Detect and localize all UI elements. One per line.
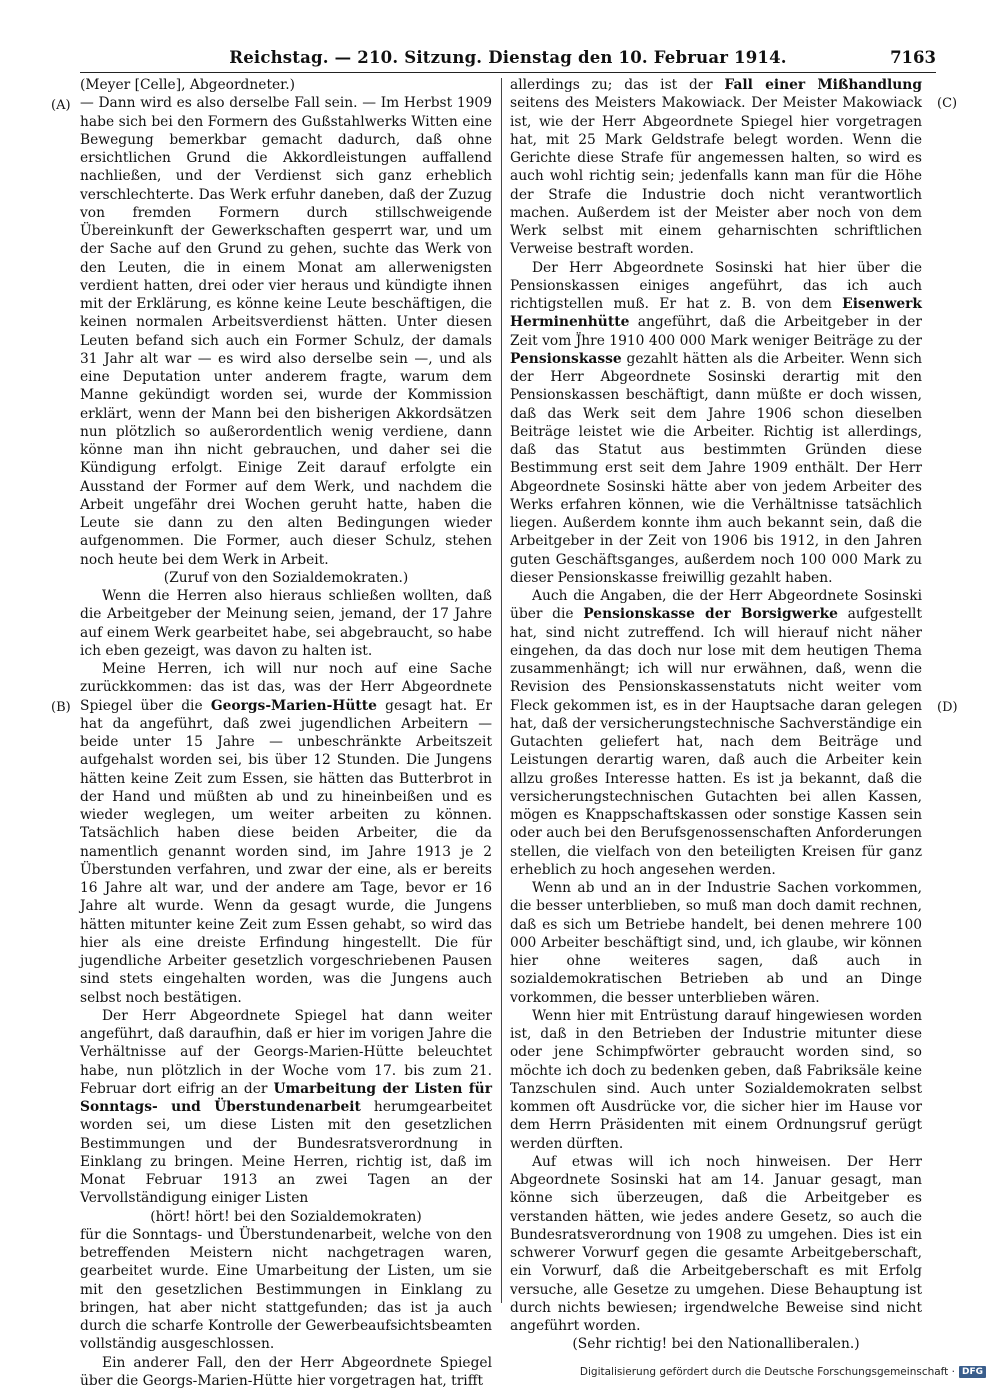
paragraph: Wenn die Herren also hieraus schließen wollten, daß die Arbeitgeber der Meinung seien, jemand, der 17 Jahre auf einem Werk gearbeitet habe, sei abgebraucht, so habe ich eben gezeigt, was davon zu halten ist. [80,587,492,660]
paragraph [510,259,922,588]
footer-credit [580,1364,986,1380]
paragraph [510,76,922,259]
text-run: seitens des Meisters Makowiack. Der Meister Makowiack ist, wie der Herr Abgeordnete Spiegel hier vorgetragen hat, mit 25 Mark Geldstrafe belegt worden. Wenn die Gerichte diese Strafe für angemessen halten, so wird es auch wohl richtig sein; jedenfalls kann man für die Höhe der Strafe die Industrie doch nicht verantwortlich machen. Außerdem ist der Meister aber noch von dem Werk selbst mit einem geharnischten schriftlichen Verweise bestraft worden. [510,95,922,257]
margin-marker-a: (A) [51,98,71,113]
paragraph: für die Sonntags- und Überstundenarbeit, welche von den betreffenden Meistern nicht nachgetragen waren, gearbeitet wurde. Eine Umarbeitung der Listen, um sie mit den gesetzlichen Bestimmungen in Einklang zu bringen, hat aber nicht stattgefunden; das ist ja auch durch die scharfe Kontrolle der Gewerbeaufsichtsbeamten vollständig ausgeschlossen. [80,1226,492,1354]
paragraph: Wenn ab und an in der Industrie Sachen vorkommen, die besser unterblieben, so muß man doch damit rechnen, daß es sich um Betriebe handelt, bei denen mehrere 100 000 Arbeiter beschäftigt sind, und, ich glaube, wir können hier ohne weiteres sagen, daß auch in sozialdemokratischen Betrieben ab und an Dinge vorkommen, die besser unterblieben wären. [510,879,922,1007]
left-column [80,76,492,1390]
paragraph: — Dann wird es also derselbe Fall sein. — Im Herbst 1909 habe sich bei den Formern des Gußstahlwerks Witten eine Bewegung bemerkbar gemacht dadurch, daß ohne ersichtlichen Grund die Akkordleistungen auffallend nachließen, und der Verdienst sich ganz erheblich verschlechterte. Das Werk erfuhr daneben, daß der Zuzug von fremden Formern durch stillschweigende Übereinkunft der Gewerkschaften gesperrt war, und um der Sache auf den Grund zu gehen, suchte das Werk von den Leuten, die in einem Monat am allerwenigsten verdient hatten, drei oder vier heraus und kündigte ihnen mit der Erklärung, es könne keine Leute beschäftigen, die keinen normalen Arbeitsverdienst hätten. Unter diesen Leuten befand sich auch ein Former Schulz, der damals 31 Jahr alt war — es wird also derselbe sein —, und als eine Deputation unter anderem fragte, warum dem Manne gekündigt worden sei, wurde der Kommission erklärt, wenn der Mann bei den bisherigen Akkordsätzen nun plötzlich so außerordentlich wenig verdiene, dann könne man ihn nicht gebrauchen, und daher sei die Kündigung erfolgt. Einige Zeit darauf erfolgte ein Ausstand der Former auf dem Werk, und nachdem die Arbeit ungefähr drei Wochen geruht hatte, haben die Leute sie dann zu den alten Bedingungen wieder aufgenommen. Die Former, auch dieser Schulz, stehen noch heute bei dem Werk in Arbeit. [80,94,492,569]
dfg-logo: DFG [959,1366,986,1378]
text-run: Meine Herren, ich will nur noch auf eine Sache zurückkommen: das ist das, was der Herr Abgeordnete Spiegel über die [80,661,492,714]
text-run: gezahlt hätten als die Arbeiter. Wenn sich der Herr Abgeordnete Sosinski derartig mit den Pensionskassen beschäftigt, dann müßte er doch wissen, daß das Werk seit dem Jahre 1906 schon dieselben Beiträge leistet wie die Arbeiter. Richtig ist allerdings, daß das Statut aus bestimmten Gründen diese Bestimmung erst seit dem Jahre 1909 enthält. Der Herr Abgeordnete Sosinski hätte aber von jedem Arbeiter des Werks erfahren können, wie die Verhältnisse tatsächlich liegen. Außerdem konnte ihm auch bekannt sein, daß die Arbeitgeber in der Zeit von 1906 bis 1912, in den Jahren guten Geschäftsganges, außerdem noch 100 000 Mark zu dieser Pensionskasse freiwillig gezahlt haben. [510,351,922,586]
text-run: Der Herr Abgeordnete Spiegel hat dann weiter angeführt, daß daraufhin, daß er hier im vorigen Jahre die Verhältnisse auf der Georgs-Marien-Hütte beleuchtet habe, nun plötzlich in der Woche vom 17. bis zum 21. Februar dort eifrig an der [80,1008,492,1097]
text-run: angeführt, daß die Arbeitgeber in der Zeit vom J̈hre 1910 400 000 Mark weniger Beiträge zu der [510,314,922,348]
right-column [510,76,922,1354]
paragraph: Wenn hier mit Entrüstung darauf hingewiesen worden ist, daß in den Betrieben der Industrie mitunter diese oder jene Schimpfwörter gebraucht worden sind, so möchte ich doch zu bedenken geben, daß Fabriksäle keine Tanzschulen sind. Auch unter Sozialdemokraten selbst kommen oft Ausdrücke vor, die sicher hier im Hause vor dem Herrn Präsidenten mit einem Ordnungsruf gerügt werden dürften. [510,1007,922,1153]
text-run: Der Herr Abgeordnete Sosinski hat hier über die Pensionskassen einiges angeführt, das ich auch richtigstellen muß. Er hat z. B. von dem [510,260,922,313]
paragraph: Ein anderer Fall, den der Herr Abgeordnete Spiegel über die Georgs-Marien-Hütte hier vorgetragen hat, trifft [80,1354,492,1390]
text-run: herumgearbeitet worden sei, um diese Listen mit den gesetzlichen Bestimmungen und der Bundesratsverordnung in Einklang zu bringen. Meine Herren, richtig ist, daß im Monat Februar 1913 an zwei Tagen an der Vervollständigung einiger Listen [80,1099,492,1206]
paragraph: Auf etwas will ich noch hinweisen. Der Herr Abgeordnete Sosinski hat am 14. Januar gesagt, man könne sich überzeugen, daß die Arbeitgeber es verstanden hätten, wie jedes andere Gesetz, so auch die Bundesratsverordnung von 1908 zu umgehen. Dies ist ein schwerer Vorwurf gegen die gesamte Arbeitgeberschaft, ein Vorwurf, daß die Arbeitgeberschaft es mit Erfolg versuche, alle Gesetze zu umgehen. Diese Behauptung ist durch nichts bewiesen; irgendwelche Beweise sind nicht angeführt worden. [510,1153,922,1336]
text-run: aufgestellt hat, sind nicht zutreffend. Ich will hierauf nicht näher eingehen, da das doch nur lose mit dem heutigen Thema zusammenhängt; ich will nur erwähnen, daß, wenn die Revision des Pensionskassenstatuts nicht weiter vom Fleck gekommen ist, es in der Hauptsache daran gelegen hat, daß der versicherungstechnische Sachverständige ein Gutachten geliefert hat, nach dem Beiträge und Leistungen derartig waren, daß auch die Arbeiter kein allzu großes Interesse hatten. Es ist ja bekannt, daß die versicherungstechnischen Gutachten bei allen Kassen, mögen es Knappschaftskassen oder sonstige Kassen sein oder auch bei den Berufsgenossenschaften Anforderungen stellen, die vielfach von den beteiligten Kreisen für ganz erheblich zu hoch angesehen werden. [510,606,922,878]
footer-text: Digitalisierung gefördert durch die Deutsche Forschungsgemeinschaft · [580,1366,955,1378]
emphasis-term: Eisenwerk Herminenhütte [510,296,922,330]
paragraph [510,587,922,879]
emphasis-term: Pensionskasse der Borsigwerke [583,606,838,622]
text-run: allerdings zu; das ist der [510,77,724,93]
page-number: 7163 [890,48,936,67]
margin-marker-c: (C) [937,96,957,111]
column-divider [501,78,502,1303]
interjection: (hört! hört! bei den Sozialdemokraten) [80,1208,492,1226]
text-run: Auch die Angaben, die der Herr Abgeordnete Sosinski über die [510,588,922,622]
header-title: Reichstag. — 210. Sitzung. Dienstag den 10. Februar 1914. [80,48,936,67]
emphasis-term: Pensionskasse [510,351,622,367]
text-run: gesagt hat. Er hat da angeführt, daß zwei jugendlichen Arbeitern — beide unter 15 Jahre — unbeschränkte Arbeitszeit aufgehalst worden sei, bis über 12 Stunden. Die Jungens hätten keine Zeit zum Essen, sie hätten das Butterbrot in der Hand und müßten ab und zu hineinbeißen und es wieder weglegen, um weiter arbeiten zu können. Tatsächlich haben diese beiden Arbeiter, die da namentlich genannt worden sind, im Jahre 1913 je 2 Überstunden verfahren, und zwar der eine, als er bereits 16 Jahre alt war, und der andere am Tage, bevor er 16 Jahre alt wurde. Wenn da gesagt wurde, die Jungens hätten mitunter keine Zeit zum Essen gehabt, so wird das hier als eine dreiste Erfindung hingestellt. Die für jugendliche Arbeiter gesetzlich vorgeschriebenen Pausen sind stets eingehalten worden, was die Jungens auch selbst noch bestätigen. [80,698,492,1006]
paragraph [80,1007,492,1208]
emphasis-term: Georgs-Marien-Hütte [211,698,377,714]
interjection: (Zuruf von den Sozialdemokraten.) [80,569,492,587]
emphasis-term: Umarbeitung der Listen für Sonntags- und Überstundenarbeit [80,1081,492,1115]
paragraph [80,660,492,1007]
margin-marker-b: (B) [51,700,71,715]
emphasis-term: Fall einer Mißhandlung [724,77,922,93]
speaker-label: (Meyer [Celle], Abgeordneter.) [80,76,492,94]
page-header [80,46,936,73]
interjection: (Sehr richtig! bei den Nationalliberalen.) [510,1335,922,1353]
margin-marker-d: (D) [937,700,958,715]
